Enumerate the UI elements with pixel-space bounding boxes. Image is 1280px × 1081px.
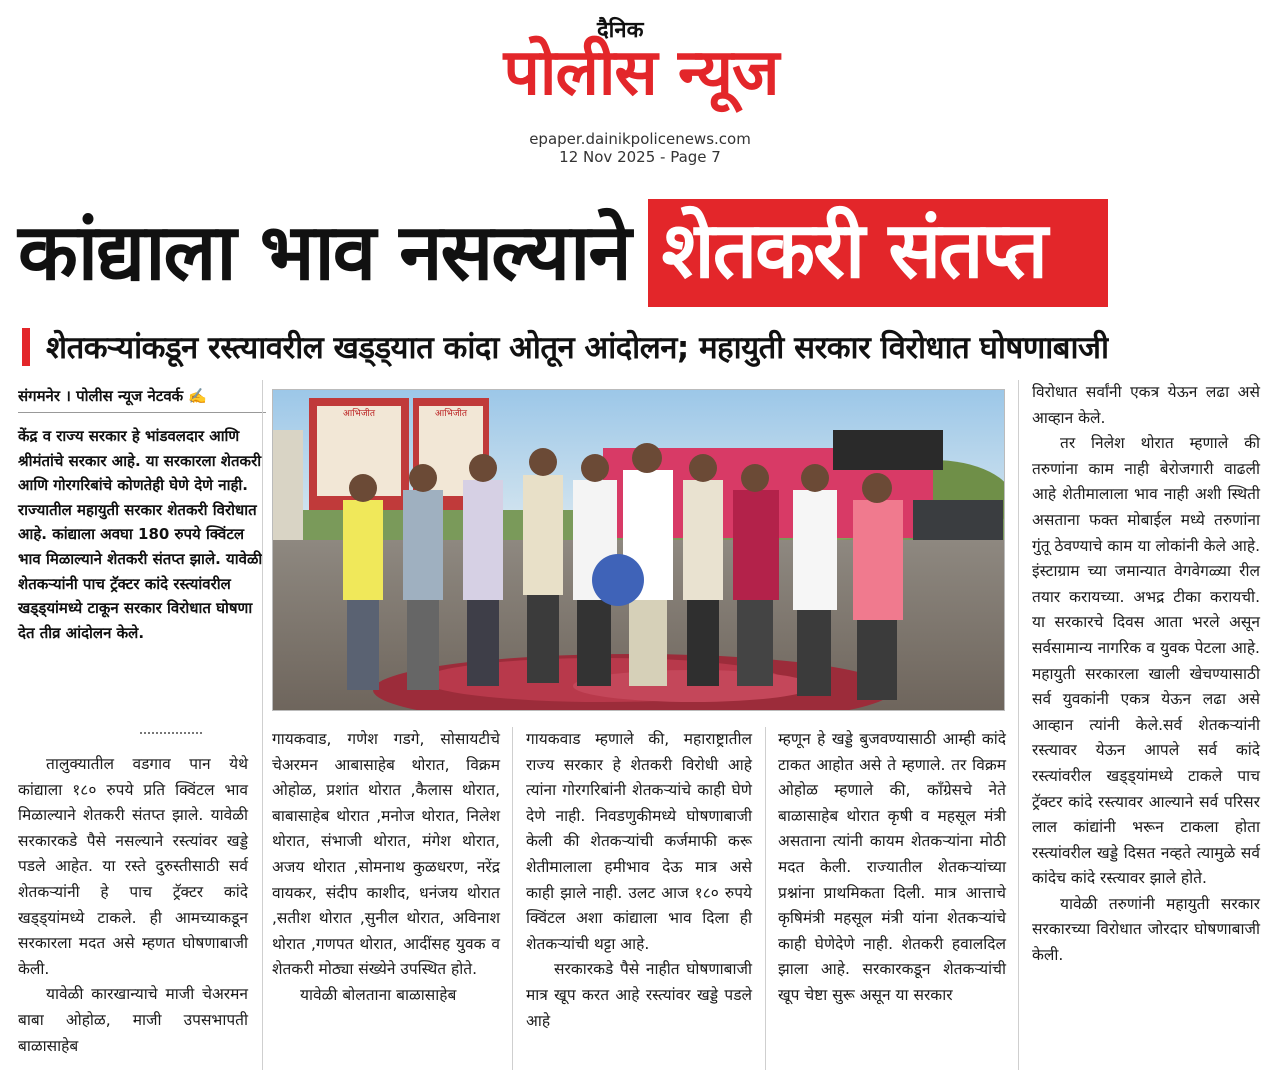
- article-column-2: [272, 727, 500, 1009]
- article-paragraph: तालुक्यातील वडगाव पान येथे कांद्याला १८० रुपये प्रति क्विंटल भाव मिळाल्याने शेतकरी संतप्त झाले. यावेळी सरकारकडे पैसे नसल्याने रस्त्यांवर खड्डे पडले आहेत. या रस्ते दुरुस्तीसाठी सर्व शेतकऱ्यांनी हे पाच ट्रॅक्टर कांदे खड्ड्यांमध्ये टाकले. ही आमच्याकडून सरकारला मदत असे म्हणत घोषणाबाजी केली.: [18, 755, 248, 978]
- article-column-5: [1032, 380, 1260, 969]
- intro-divider: [140, 732, 202, 734]
- masthead: [0, 6, 1280, 176]
- article-paragraph: गायकवाड, गणेश गडगे, सोसायटीचे चेअरमन आबासाहेब थोरात, विक्रम ओहोळ, प्रशांत थोरात ,कैलास थोरात, बाबासाहेब थोरात ,मनोज थोरात, निलेश थोरात, संभाजी थोरात, मंगेश थोरात, अजय थोरात ,सोमनाथ कुळधरण, नरेंद्र वायकर, संदीप काशीद, धनंजय थोरात ,सतीश थोरात ,सुनील थोरात, अविनाश थोरात ,गणपत थोरात, आदींसह युवक व शेतकरी मोठ्या संख्येने उपस्थित होते.: [272, 730, 500, 979]
- article-paragraph: यावेळी बोलताना बाळासाहेब: [300, 985, 457, 1004]
- article-paragraph: यावेळी कारखान्याचे माजी चेअरमन बाबा ओहोळ, माजी उपसभापती बाळासाहेब: [18, 985, 248, 1055]
- news-photo: [272, 389, 1005, 711]
- article-column-4: [778, 727, 1006, 1009]
- column-divider: [512, 727, 513, 1070]
- headline-part-1: कांद्याला भाव नसल्याने: [18, 208, 630, 298]
- byline: संगमनेर । पोलीस न्यूज नेटवर्क ✍️: [18, 386, 266, 413]
- article-column-1: [18, 752, 248, 1059]
- article-paragraph: तर निलेश थोरात म्हणाले की तरुणांना काम नाही बेरोजगारी वाढली आहे शेतीमालाला भाव नाही अशी स्थिती असताना फक्त मोबाईल मध्ये तरुणांना गुंतू ठेवण्याचे काम या लोकांनी केले आहे. इंस्टाग्राम च्या जमान्यात वेगवेगळ्या रील तयार करायच्या. अभद्र टीका करायची. या सरकारचे दिवस आता भरले असून सर्वसामान्य नागरिक व युवक पेटला आहे. महायुती सरकारला खाली खेचण्यासाठी सर्व युवकांनी एकत्र येऊन लढा असे आव्हान त्यांनी केले.सर्व शेतकऱ्यांनी रस्त्यावर येऊन आपले सर्व कांदे रस्त्यांवरील खड्ड्यांमध्ये टाकले पाच ट्रॅक्टर कांदे रस्त्यावर आल्याने सर्व परिसर लाल कांद्यांनी भरून टाकला होता रस्त्यांवरील खड्डे दिसत नव्हते त्यामुळे सर्व कांदेच कांदे रस्त्यावर झाले होते.: [1032, 434, 1260, 888]
- photo-illustration: [273, 390, 1005, 711]
- article-paragraph: विरोधात सर्वांनी एकत्र येऊन लढा असे आव्हान केले.: [1032, 383, 1260, 427]
- subheadline-marker: [22, 328, 30, 366]
- article-paragraph: म्हणून हे खड्डे बुजवण्यासाठी आम्ही कांदे टाकत आहोत असे ते म्हणाले. तर विक्रम ओहोळ म्हणाले की, काँग्रेसचे नेते बाळासाहेब थोरात कृषी व महसूल मंत्री असताना त्यांनी कायम शेतकऱ्यांना मोठी मदत केली. राज्यातील शेतकऱ्यांच्या प्रश्नांना प्राथमिकता दिली. मात्र आत्ताचे कृषिमंत्री महसूल मंत्री यांना शेतकऱ्यांचे काही घेणेदेणे नाही. शेतकरी हवालदिल झाला आहे. सरकारकडून शेतकऱ्यांची खूप चेष्टा सुरू असून या सरकार: [778, 730, 1006, 1004]
- edition-date: 12 Nov 2025 - Page 7: [559, 148, 721, 166]
- banner-right-text: आभिजीत: [435, 409, 467, 419]
- newspaper-logo: पोलीस न्यूज: [503, 36, 779, 110]
- column-divider: [262, 380, 263, 1070]
- article-paragraph: यावेळी तरुणांनी महायुती सरकार सरकारच्या विरोधात जोरदार घोषणाबाजी केली.: [1032, 894, 1260, 965]
- headline: [18, 198, 1108, 308]
- column-divider: [1018, 380, 1019, 1070]
- column-divider: [765, 727, 766, 1070]
- banner-left-text: आभिजीत: [343, 409, 375, 419]
- subheadline: [22, 322, 1262, 372]
- article-paragraph: सरकारकडे पैसे नाहीत घोषणाबाजी मात्र खूप करत आहे रस्त्यांवर खड्डे पडले आहे: [526, 960, 752, 1030]
- intro-paragraph: केंद्र व राज्य सरकार हे भांडवलदार आणि श्रीमंतांचे सरकार आहे. या सरकारला शेतकरी आणि गोरगरिबांचे कोणतेही घेणे देणे नाही. राज्यातील महायुती सरकार शेतकरी विरोधात आहे. कांद्याला अवघा 180 रुपये क्विंटल भाव मिळाल्याने शेतकरी संतप्त झाले. यावेळी शेतकऱ्यांनी पाच ट्रॅक्टर कांदे रस्त्यांवरील खड्ड्यांमध्ये टाकून सरकार विरोधात घोषणा देत तीव्र आंदोलन केले.: [18, 427, 263, 642]
- epaper-url: epaper.dainikpolicenews.com: [529, 130, 751, 148]
- headline-part-2: शेतकरी संतप्त: [648, 199, 1108, 307]
- subheadline-text: शेतकऱ्यांकडून रस्त्यावरील खड्ड्यात कांदा ओतून आंदोलन; महायुती सरकार विरोधात घोषणाबाजी: [46, 330, 1109, 366]
- article-paragraph: गायकवाड म्हणाले की, महाराष्ट्रातील राज्य सरकार हे शेतकरी विरोधी आहे त्यांना गोरगरिबांनी शेतकऱ्यांचे काही घेणे देणे नाही. निवडणुकीमध्ये घोषणाबाजी केली की शेतकऱ्यांची कर्जमाफी करू शेतीमालाला हमीभाव देऊ मात्र असे काही झाले नाही. उलट आज १८० रुपये क्विंटल अशा कांद्याला भाव दिला ही शेतकऱ्यांची थट्टा आहे.: [526, 730, 752, 953]
- logo-small-text: दैनिक: [597, 18, 644, 43]
- article-column-3: [526, 727, 752, 1034]
